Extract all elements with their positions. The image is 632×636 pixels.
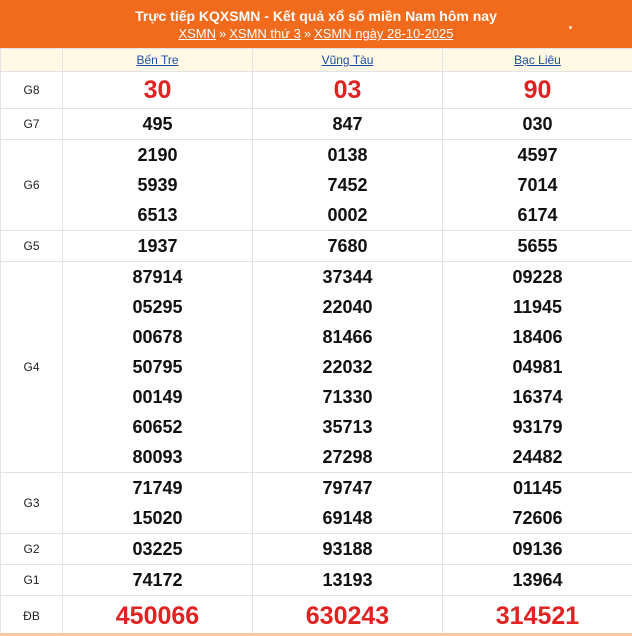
prize-row-g8: [1, 72, 632, 109]
prize-column-header: [1, 49, 63, 72]
prize-label: G2: [1, 534, 63, 565]
result-number: 314521: [495, 602, 580, 630]
result-number: 0002: [327, 205, 368, 225]
result-number: 630243: [305, 602, 390, 630]
result-number: 80093: [132, 447, 183, 467]
prize-cell: [443, 596, 632, 636]
result-number: 37344: [322, 267, 373, 287]
prize-label: G5: [1, 231, 63, 262]
page-title: Trực tiếp KQXSMN - Kết quả xổ số miền Nam hôm nay: [135, 8, 497, 24]
result-number: 30: [143, 76, 172, 104]
result-number: 27298: [322, 447, 373, 467]
prize-label: ĐB: [1, 596, 63, 636]
prize-cell: [63, 596, 253, 636]
result-number: 6513: [137, 205, 178, 225]
result-number: 15020: [132, 508, 183, 528]
prize-cell: [443, 231, 632, 262]
prize-cell: [253, 473, 443, 534]
result-number: 74172: [132, 570, 183, 590]
prize-cell: [253, 596, 443, 636]
result-number: 6174: [517, 205, 558, 225]
result-number: 450066: [115, 602, 200, 630]
province-header: [253, 49, 443, 72]
prize-cell: [253, 109, 443, 140]
result-number: 16374: [512, 387, 563, 407]
breadcrumb-separator: »: [303, 26, 312, 41]
prize-row-g6: [1, 140, 632, 231]
result-number: 7680: [327, 236, 368, 256]
prize-label: G8: [1, 72, 63, 109]
result-number: 847: [332, 114, 363, 134]
result-number: 01145: [512, 478, 563, 498]
result-number: 24482: [512, 447, 563, 467]
breadcrumb-separator: »: [219, 26, 227, 41]
result-number: 04981: [512, 357, 563, 377]
result-number: 18406: [512, 327, 563, 347]
result-number: 4597: [517, 145, 558, 165]
result-number: 5655: [517, 236, 558, 256]
result-number: 60652: [132, 417, 183, 437]
results-header: [0, 0, 632, 48]
prize-cell: [63, 231, 253, 262]
result-number: 00678: [132, 327, 183, 347]
province-link-ben-tre[interactable]: Bến Tre: [136, 53, 179, 67]
prize-label: G1: [1, 565, 63, 596]
prize-cell: [253, 534, 443, 565]
result-number: 93188: [322, 539, 373, 559]
prize-cell: [443, 565, 632, 596]
prize-label: G3: [1, 473, 63, 534]
prize-cell: [253, 565, 443, 596]
prize-row-g1: [1, 565, 632, 596]
province-header: [443, 49, 632, 72]
result-number: 79747: [322, 478, 373, 498]
result-number: 72606: [512, 508, 563, 528]
prize-cell: [443, 534, 632, 565]
prize-cell: [443, 72, 632, 109]
breadcrumb-link-weekday[interactable]: XSMN thứ 3: [229, 26, 301, 41]
result-number: 1937: [137, 236, 178, 256]
prize-row-g3: [1, 473, 632, 534]
prize-cell: [253, 262, 443, 473]
prize-label: G6: [1, 140, 63, 231]
prize-cell: [63, 109, 253, 140]
result-number: 7014: [517, 175, 558, 195]
prize-cell: [443, 473, 632, 534]
result-number: 71749: [132, 478, 183, 498]
result-number: 81466: [322, 327, 373, 347]
province-header: [63, 49, 253, 72]
result-number: 05295: [132, 297, 183, 317]
prize-cell: [63, 565, 253, 596]
result-number: 22040: [322, 297, 373, 317]
result-number: 71330: [322, 387, 373, 407]
prize-cell: [253, 140, 443, 231]
province-link-vung-tau[interactable]: Vũng Tàu: [321, 53, 374, 67]
result-number: 35713: [322, 417, 373, 437]
breadcrumb: [0, 26, 632, 42]
prize-row-g2: [1, 534, 632, 565]
prize-cell: [443, 140, 632, 231]
results-body: [1, 72, 632, 636]
result-number: 2190: [137, 145, 178, 165]
province-header-row: [1, 49, 632, 72]
prize-cell: [63, 534, 253, 565]
prize-row-g4: [1, 262, 632, 473]
breadcrumb-link-xsmn[interactable]: XSMN: [178, 26, 217, 41]
prize-cell: [63, 72, 253, 109]
result-number: 50795: [132, 357, 183, 377]
prize-row-db: [1, 596, 632, 636]
prize-cell: [253, 72, 443, 109]
result-number: 93179: [512, 417, 563, 437]
decorative-dot: [569, 26, 572, 29]
prize-label: G7: [1, 109, 63, 140]
result-number: 13964: [512, 570, 563, 590]
result-number: 13193: [322, 570, 373, 590]
result-number: 030: [522, 114, 553, 134]
prize-cell: [253, 231, 443, 262]
result-number: 90: [523, 76, 552, 104]
result-number: 7452: [327, 175, 368, 195]
result-number: 09228: [512, 267, 563, 287]
prize-row-g7: [1, 109, 632, 140]
result-number: 5939: [137, 175, 178, 195]
result-number: 495: [142, 114, 173, 134]
prize-cell: [63, 473, 253, 534]
prize-cell: [443, 262, 632, 473]
results-table: [0, 48, 632, 636]
breadcrumb-link-date[interactable]: XSMN ngày 28-10-2025: [314, 26, 454, 41]
prize-row-g5: [1, 231, 632, 262]
result-number: 69148: [322, 508, 373, 528]
prize-label: G4: [1, 262, 63, 473]
result-number: 87914: [132, 267, 183, 287]
prize-cell: [63, 262, 253, 473]
result-number: 11945: [512, 297, 563, 317]
result-number: 0138: [327, 145, 368, 165]
province-link-bac-lieu[interactable]: Bạc Liêu: [514, 53, 561, 67]
result-number: 03: [333, 76, 362, 104]
prize-cell: [63, 140, 253, 231]
result-number: 09136: [512, 539, 563, 559]
prize-cell: [443, 109, 632, 140]
result-number: 00149: [132, 387, 183, 407]
result-number: 03225: [132, 539, 183, 559]
result-number: 22032: [322, 357, 373, 377]
